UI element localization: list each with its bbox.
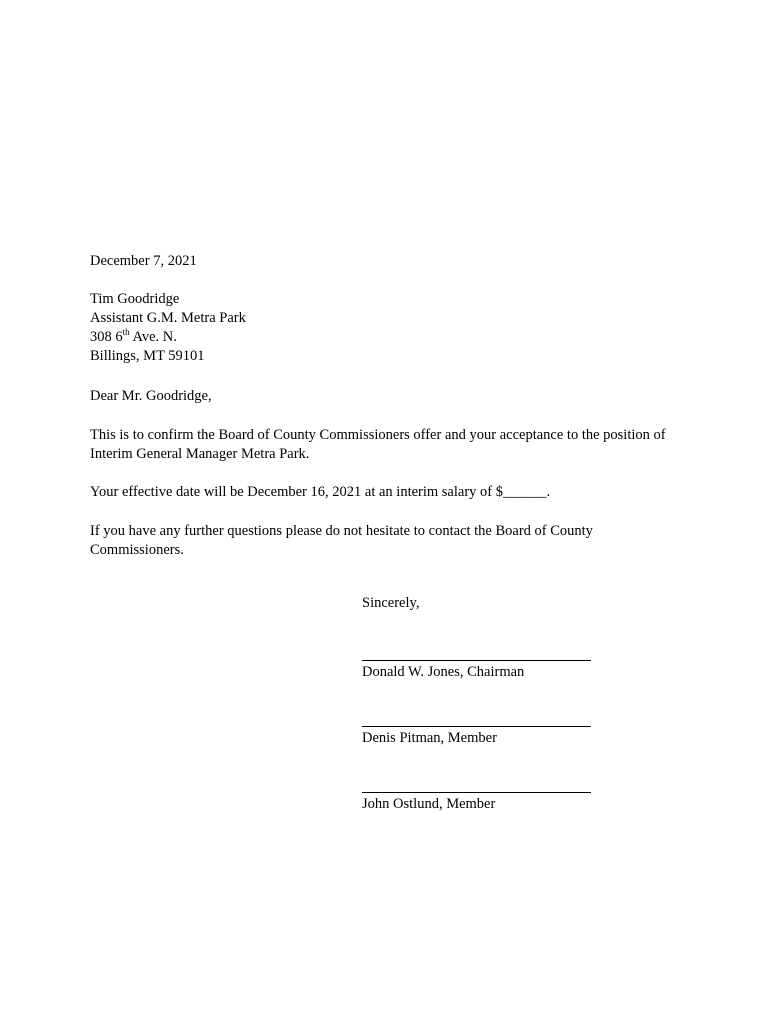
street-rest: Ave. N.	[129, 329, 177, 345]
recipient-street	[90, 328, 177, 347]
body-paragraph-questions: If you have any further questions please do not hesitate to contact the Board of County Commissioners.	[90, 523, 593, 558]
signatory-name: Denis Pitman, Member	[362, 730, 497, 746]
signatory-name: John Ostlund, Member	[362, 796, 496, 812]
street-suffix: th	[122, 327, 130, 338]
street-number: 308 6	[90, 329, 123, 345]
signature-line	[362, 792, 591, 793]
recipient-title: Assistant G.M. Metra Park	[90, 310, 246, 326]
body-paragraph-confirmation: This is to confirm the Board of County Commissioners offer and your acceptance to the position of Interim General Manager Metra Park.	[90, 427, 666, 462]
signature-line	[362, 726, 591, 727]
signature-line	[362, 660, 591, 661]
recipient-city-state-zip: Billings, MT 59101	[90, 348, 205, 364]
letter-date: December 7, 2021	[90, 253, 197, 269]
salutation: Dear Mr. Goodridge,	[90, 388, 212, 404]
closing: Sincerely,	[362, 595, 420, 611]
body-paragraph-effective-date: Your effective date will be December 16, 2021 at an interim salary of $______.	[90, 484, 551, 500]
recipient-name: Tim Goodridge	[90, 291, 180, 307]
signatory-name: Donald W. Jones, Chairman	[362, 664, 525, 680]
